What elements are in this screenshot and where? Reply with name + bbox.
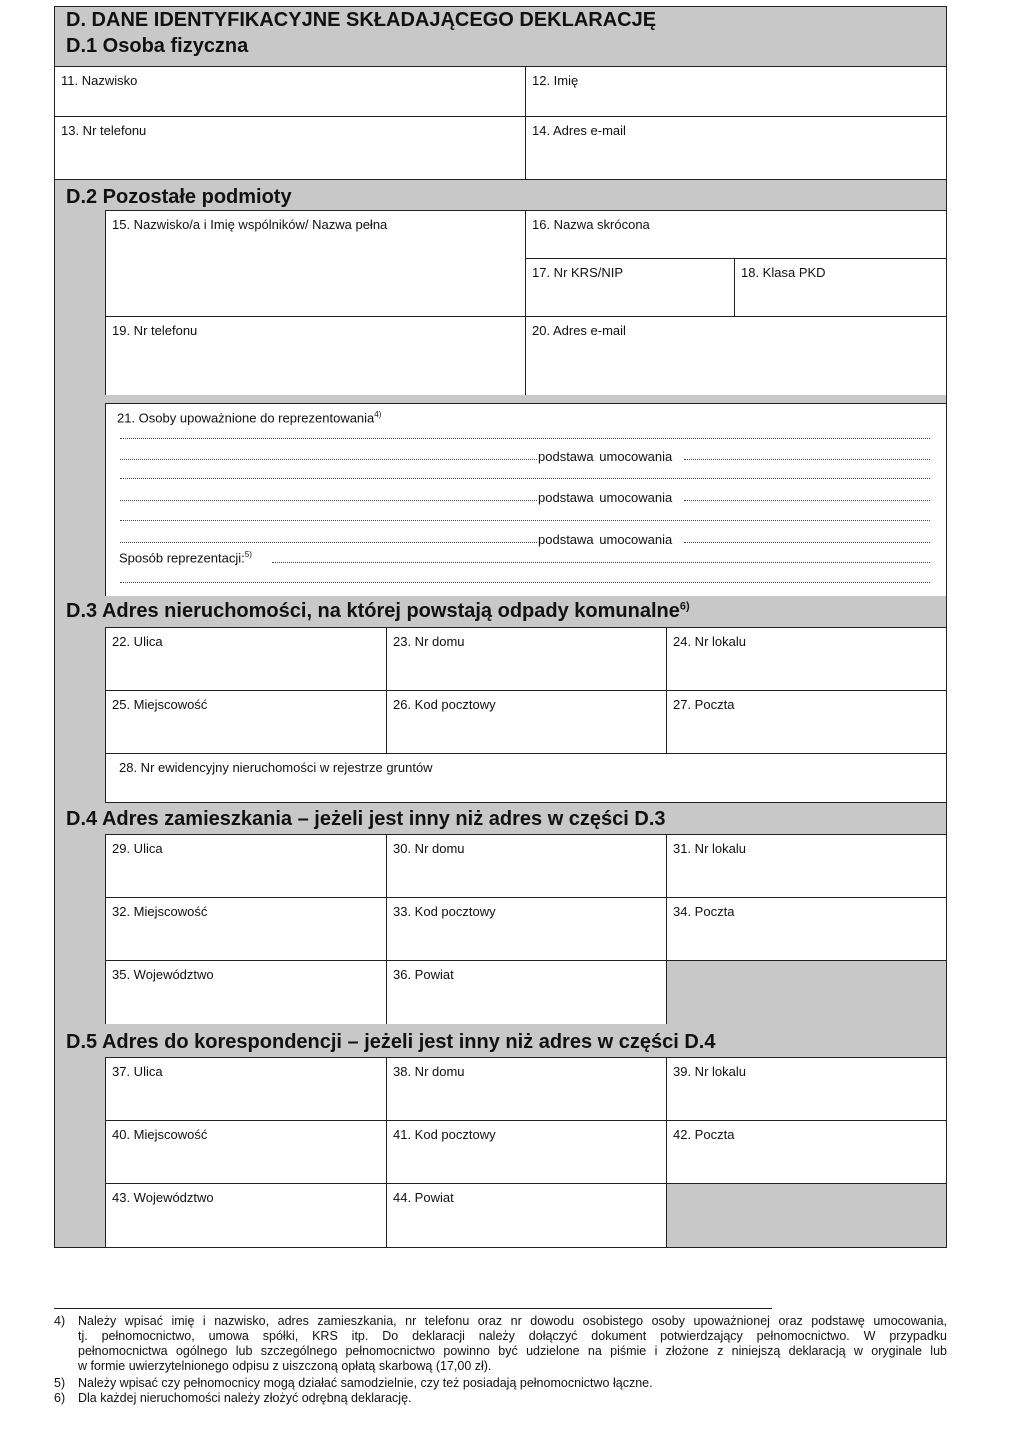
field-44-label: 44. Powiat (393, 1190, 454, 1205)
field-11-surname[interactable] (54, 66, 526, 117)
representation-label (119, 550, 252, 565)
field-38-label: 38. Nr domu (393, 1064, 465, 1079)
field-35-label: 35. Województwo (112, 967, 214, 982)
field-19-phone[interactable] (105, 316, 526, 396)
representation-label-text: Sposób reprezentacji: (119, 550, 245, 566)
footnote-6-text: Dla każdej nieruchomości należy złożyć odrębną deklarację. (78, 1391, 412, 1405)
section-d3-title-text: D.3 Adres nieruchomości, na której powstają odpady komunalne (66, 600, 680, 622)
section-d3-side-strip (55, 596, 106, 803)
footnote-separator (54, 1308, 772, 1309)
field-13-label: 13. Nr telefonu (61, 123, 147, 138)
field-22-label: 22. Ulica (112, 634, 163, 649)
field-14-label: 14. Adres e-mail (532, 123, 626, 138)
rep-line-2a[interactable] (120, 459, 537, 460)
field-15-label: 15. Nazwisko/a i Imię wspólników/ Nazwa pełna (112, 217, 388, 232)
field-31-apartment-no[interactable] (666, 834, 947, 898)
field-34-label: 34. Poczta (673, 904, 735, 919)
section-d4-side-strip (55, 803, 106, 1025)
field-12-label: 12. Imię (532, 73, 579, 88)
field-31-label: 31. Nr lokalu (673, 841, 746, 856)
field-40-city[interactable] (105, 1120, 387, 1184)
d4-empty-gray-cell (666, 960, 947, 1025)
field-41-label: 41. Kod pocztowy (393, 1127, 496, 1142)
footnote-4-line-3: pełnomocnictwa ogólnego lub szczególnego pełnomocnictwo powinno być udzielone na piśmie i złożone z niniejszą deklaracją w oryginale lub (78, 1344, 947, 1358)
rep-line-6b[interactable] (684, 542, 930, 543)
rep-line-6a[interactable] (120, 542, 537, 543)
field-17-krs-nip[interactable] (525, 258, 735, 317)
repr-line-2[interactable] (120, 582, 930, 583)
field-24-apartment-no[interactable] (666, 627, 947, 691)
field-28-land-registry-no[interactable] (105, 753, 947, 803)
field-25-city[interactable] (105, 690, 387, 754)
footnote-ref-4: 4) (374, 410, 382, 419)
field-36-district[interactable] (386, 960, 667, 1025)
section-d4-title: D.4 Adres zamieszkania – jeżeli jest inny niż adres w części D.3 (66, 808, 666, 830)
field-29-street[interactable] (105, 834, 387, 898)
field-12-first-name[interactable] (525, 66, 947, 117)
field-33-postal-code[interactable] (386, 897, 667, 961)
rep-line-4a[interactable] (120, 500, 537, 501)
field-34-post-office[interactable] (666, 897, 947, 961)
field-21-label-text: 21. Osoby upoważnione do reprezentowania (117, 410, 375, 426)
field-35-voivodeship[interactable] (105, 960, 387, 1025)
field-16-label: 16. Nazwa skrócona (532, 217, 650, 232)
field-28-label: 28. Nr ewidencyjny nieruchomości w rejestrze gruntów (119, 760, 433, 775)
field-30-label: 30. Nr domu (393, 841, 465, 856)
field-41-postal-code[interactable] (386, 1120, 667, 1184)
rep-line-3[interactable] (120, 478, 930, 479)
basis-label-3: podstawa umocowania (538, 532, 673, 547)
footnote-6-number: 6) (54, 1391, 66, 1405)
section-d3-title (66, 600, 690, 623)
field-27-post-office[interactable] (666, 690, 947, 754)
rep-line-4b[interactable] (684, 500, 930, 501)
field-14-email[interactable] (525, 116, 947, 180)
field-26-postal-code[interactable] (386, 690, 667, 754)
field-44-district[interactable] (386, 1183, 667, 1248)
section-d5-side-strip (55, 1024, 106, 1247)
field-27-label: 27. Poczta (673, 697, 735, 712)
basis-label-1: podstawa umocowania (538, 449, 673, 464)
field-32-label: 32. Miejscowość (112, 904, 208, 919)
field-23-house-no[interactable] (386, 627, 667, 691)
field-19-label: 19. Nr telefonu (112, 323, 198, 338)
field-30-house-no[interactable] (386, 834, 667, 898)
section-d5-title: D.5 Adres do korespondencji – jeżeli jest inny niż adres w części D.4 (66, 1031, 716, 1053)
rep-line-2b[interactable] (684, 459, 930, 460)
section-d-title: D. DANE IDENTYFIKACYJNE SKŁADAJĄCEGO DEKLARACJĘ (66, 9, 657, 31)
field-25-label: 25. Miejscowość (112, 697, 208, 712)
field-42-post-office[interactable] (666, 1120, 947, 1184)
field-23-label: 23. Nr domu (393, 634, 465, 649)
field-20-email[interactable] (525, 316, 947, 396)
field-33-label: 33. Kod pocztowy (393, 904, 496, 919)
field-29-label: 29. Ulica (112, 841, 163, 856)
field-38-house-no[interactable] (386, 1057, 667, 1121)
footnote-4-line-4: w formie uwierzytelnionego odpisu z uiszczoną opłatą skarbową (17,00 zł). (78, 1359, 492, 1373)
footnote-4-line-1: Należy wpisać imię i nazwisko, adres zamieszkania, nr telefonu oraz nr dowodu osobistego osoby upoważnionej oraz podstawę umocowania, (78, 1314, 947, 1328)
field-18-pkd[interactable] (734, 258, 947, 317)
field-11-label: 11. Nazwisko (61, 73, 138, 88)
field-24-label: 24. Nr lokalu (673, 634, 746, 649)
field-13-phone[interactable] (54, 116, 526, 180)
field-18-label: 18. Klasa PKD (741, 265, 826, 280)
basis-label-2: podstawa umocowania (538, 490, 673, 505)
field-15-full-name[interactable] (105, 210, 526, 317)
rep-line-1[interactable] (120, 438, 930, 439)
footnote-ref-6: 6) (679, 600, 690, 613)
rep-line-5[interactable] (120, 520, 930, 521)
field-39-apartment-no[interactable] (666, 1057, 947, 1121)
footnote-4-line-2: tj. pełnomocnictwo, umowa spółki, KRS itp. Do deklaracji należy dołączyć dokument potwierdzający pełnomocnictwo. W przypadku (78, 1329, 947, 1343)
field-20-label: 20. Adres e-mail (532, 323, 626, 338)
footnote-4-number: 4) (54, 1314, 66, 1328)
field-42-label: 42. Poczta (673, 1127, 735, 1142)
section-d1-title: D.1 Osoba fizyczna (66, 35, 249, 57)
field-43-label: 43. Województwo (112, 1190, 214, 1205)
field-32-city[interactable] (105, 897, 387, 961)
field-22-street[interactable] (105, 627, 387, 691)
section-d2-side-strip (55, 180, 106, 596)
field-40-label: 40. Miejscowość (112, 1127, 208, 1142)
field-39-label: 39. Nr lokalu (673, 1064, 746, 1079)
footnote-ref-5: 5) (244, 550, 252, 559)
field-21-label (117, 410, 381, 425)
field-36-label: 36. Powiat (393, 967, 454, 982)
footnote-5-text: Należy wpisać czy pełnomocnicy mogą działać samodzielnie, czy też posiadają pełnomocnictwo łączne. (78, 1376, 653, 1390)
field-26-label: 26. Kod pocztowy (393, 697, 496, 712)
field-16-short-name[interactable] (525, 210, 947, 259)
footnote-5-number: 5) (54, 1376, 66, 1390)
field-43-voivodeship[interactable] (105, 1183, 387, 1248)
field-37-street[interactable] (105, 1057, 387, 1121)
d5-empty-gray-cell (666, 1183, 947, 1248)
field-37-label: 37. Ulica (112, 1064, 163, 1079)
repr-line-1[interactable] (272, 562, 930, 563)
field-17-label: 17. Nr KRS/NIP (532, 265, 624, 280)
section-d2-title: D.2 Pozostałe podmioty (66, 186, 292, 208)
